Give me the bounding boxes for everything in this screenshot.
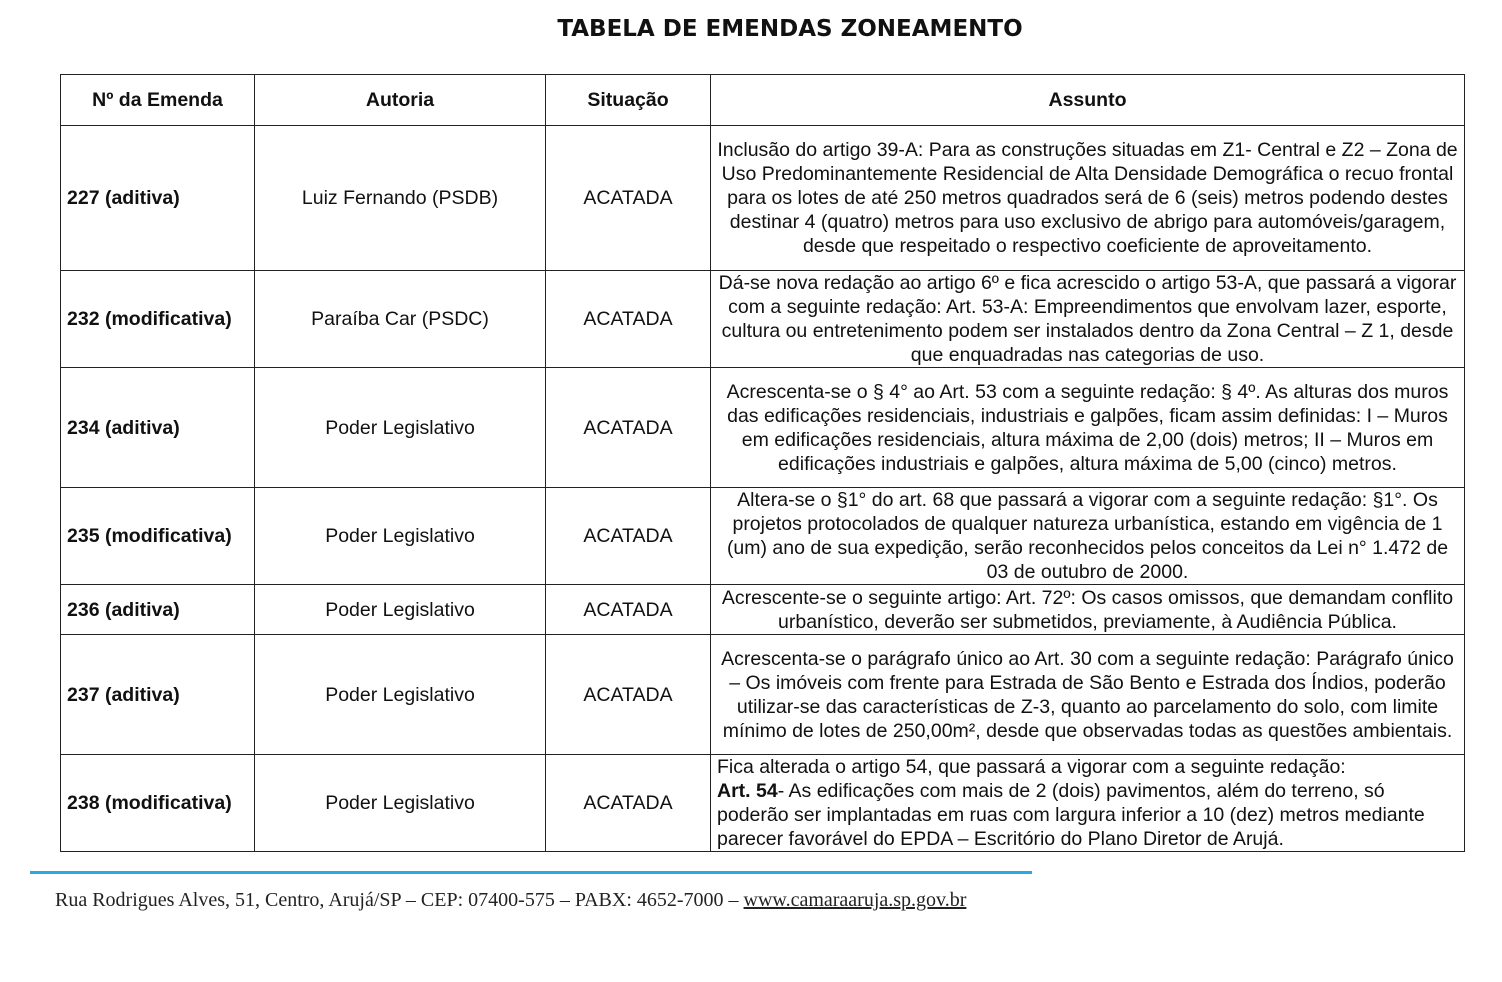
cell-assunto: Altera-se o §1° do art. 68 que passará a vigorar com a seguinte redação: §1°. Os projetos protocolados de qualquer natureza urbanística, estando em vigência de 1 (um) ano de sua expedição, serão reconhecidos pelos conceitos da Lei n° 1.472 de 03 de outubro de 2000. xyxy=(711,488,1465,585)
cell-assunto: Acrescenta-se o § 4° ao Art. 53 com a seguinte redação: § 4º. As alturas dos muros das edificações residenciais, industriais e galpões, ficam assim definidas: I – Muros em edificações residenciais, altura máxima de 2,00 (dois) metros; II – Muros em edificações industriais e galpões, altura máxima de 5,00 (cinco) metros. xyxy=(711,368,1465,488)
table-row xyxy=(61,271,1465,368)
cell-numero: 236 (aditiva) xyxy=(61,585,255,635)
cell-autoria: Poder Legislativo xyxy=(255,488,546,585)
cell-situacao: ACATADA xyxy=(546,585,711,635)
cell-autoria: Poder Legislativo xyxy=(255,635,546,755)
cell-situacao: ACATADA xyxy=(546,755,711,852)
cell-assunto: Dá-se nova redação ao artigo 6º e fica acrescido o artigo 53-A, que passará a vigorar com a seguinte redação: Art. 53-A: Empreendimentos que envolvam lazer, esporte, cultura ou entretenimento podem ser instalados dentro da Zona Central – Z 1, desde que enquadradas nas categorias de uso. xyxy=(711,271,1465,368)
header-numero: Nº da Emenda xyxy=(61,75,255,126)
cell-numero: 235 (modificativa) xyxy=(61,488,255,585)
table-header-row xyxy=(61,75,1465,126)
table-row xyxy=(61,368,1465,488)
cell-assunto: Inclusão do artigo 39-A: Para as construções situadas em Z1- Central e Z2 – Zona de Uso Predominantemente Residencial de Alta Densidade Demográfica o recuo frontal para os lotes de até 250 metros quadrados será de 6 (seis) metros podendo destes destinar 4 (quatro) metros para uso exclusivo de abrigo para automóveis/garagem, desde que respeitado o respectivo coeficiente de aproveitamento. xyxy=(711,126,1465,271)
footer-website-link[interactable]: www.camaraaruja.sp.gov.br xyxy=(743,889,967,911)
cell-situacao: ACATADA xyxy=(546,488,711,585)
cell-numero: 234 (aditiva) xyxy=(61,368,255,488)
cell-numero: 232 (modificativa) xyxy=(61,271,255,368)
cell-situacao: ACATADA xyxy=(546,635,711,755)
table-row xyxy=(61,585,1465,635)
table-row xyxy=(61,126,1465,271)
footer-address: Rua Rodrigues Alves, 51, Centro, Arujá/SP – CEP: 07400-575 – PABX: 4652-7000 – xyxy=(55,889,744,911)
cell-assunto: Acrescente-se o seguinte artigo: Art. 72º: Os casos omissos, que demandam conflito urbanístico, deverão ser submetidos, previamente, à Audiência Pública. xyxy=(711,585,1465,635)
cell-autoria: Poder Legislativo xyxy=(255,368,546,488)
amendments-table xyxy=(60,74,1465,852)
cell-situacao: ACATADA xyxy=(546,271,711,368)
cell-numero: 237 (aditiva) xyxy=(61,635,255,755)
footer-divider xyxy=(30,871,1032,874)
table-row xyxy=(61,755,1465,852)
cell-autoria: Luiz Fernando (PSDB) xyxy=(255,126,546,271)
assunto-text: - As edificações com mais de 2 (dois) pavimentos, além do terreno, só poderão ser implantadas em ruas com largura inferior a 10 (dez) metros mediante parecer favorável do EPDA – Escritório do Plano Diretor de Arujá. xyxy=(717,780,1425,850)
table-row xyxy=(61,488,1465,585)
header-autoria: Autoria xyxy=(255,75,546,126)
cell-numero: 227 (aditiva) xyxy=(61,126,255,271)
cell-numero: 238 (modificativa) xyxy=(61,755,255,852)
cell-assunto xyxy=(711,755,1465,852)
page-title: TABELA DE EMENDAS ZONEAMENTO xyxy=(557,16,1023,42)
cell-autoria: Paraíba Car (PSDC) xyxy=(255,271,546,368)
table-row xyxy=(61,635,1465,755)
cell-situacao: ACATADA xyxy=(546,126,711,271)
header-situacao: Situação xyxy=(546,75,711,126)
header-assunto: Assunto xyxy=(711,75,1465,126)
cell-assunto: Acrescenta-se o parágrafo único ao Art. 30 com a seguinte redação: Parágrafo único – Os imóveis com frente para Estrada de São Bento e Estrada dos Índios, poderão utilizar-se das características de Z-3, quanto ao parcelamento do solo, com limite mínimo de lotes de 250,00m², desde que observadas todas as questões ambientais. xyxy=(711,635,1465,755)
assunto-intro: Fica alterada o artigo 54, que passará a vigorar com a seguinte redação: xyxy=(717,756,1346,778)
assunto-article-ref: Art. 54 xyxy=(717,780,778,802)
footer-address-line xyxy=(55,889,966,912)
cell-situacao: ACATADA xyxy=(546,368,711,488)
cell-autoria: Poder Legislativo xyxy=(255,585,546,635)
cell-autoria: Poder Legislativo xyxy=(255,755,546,852)
